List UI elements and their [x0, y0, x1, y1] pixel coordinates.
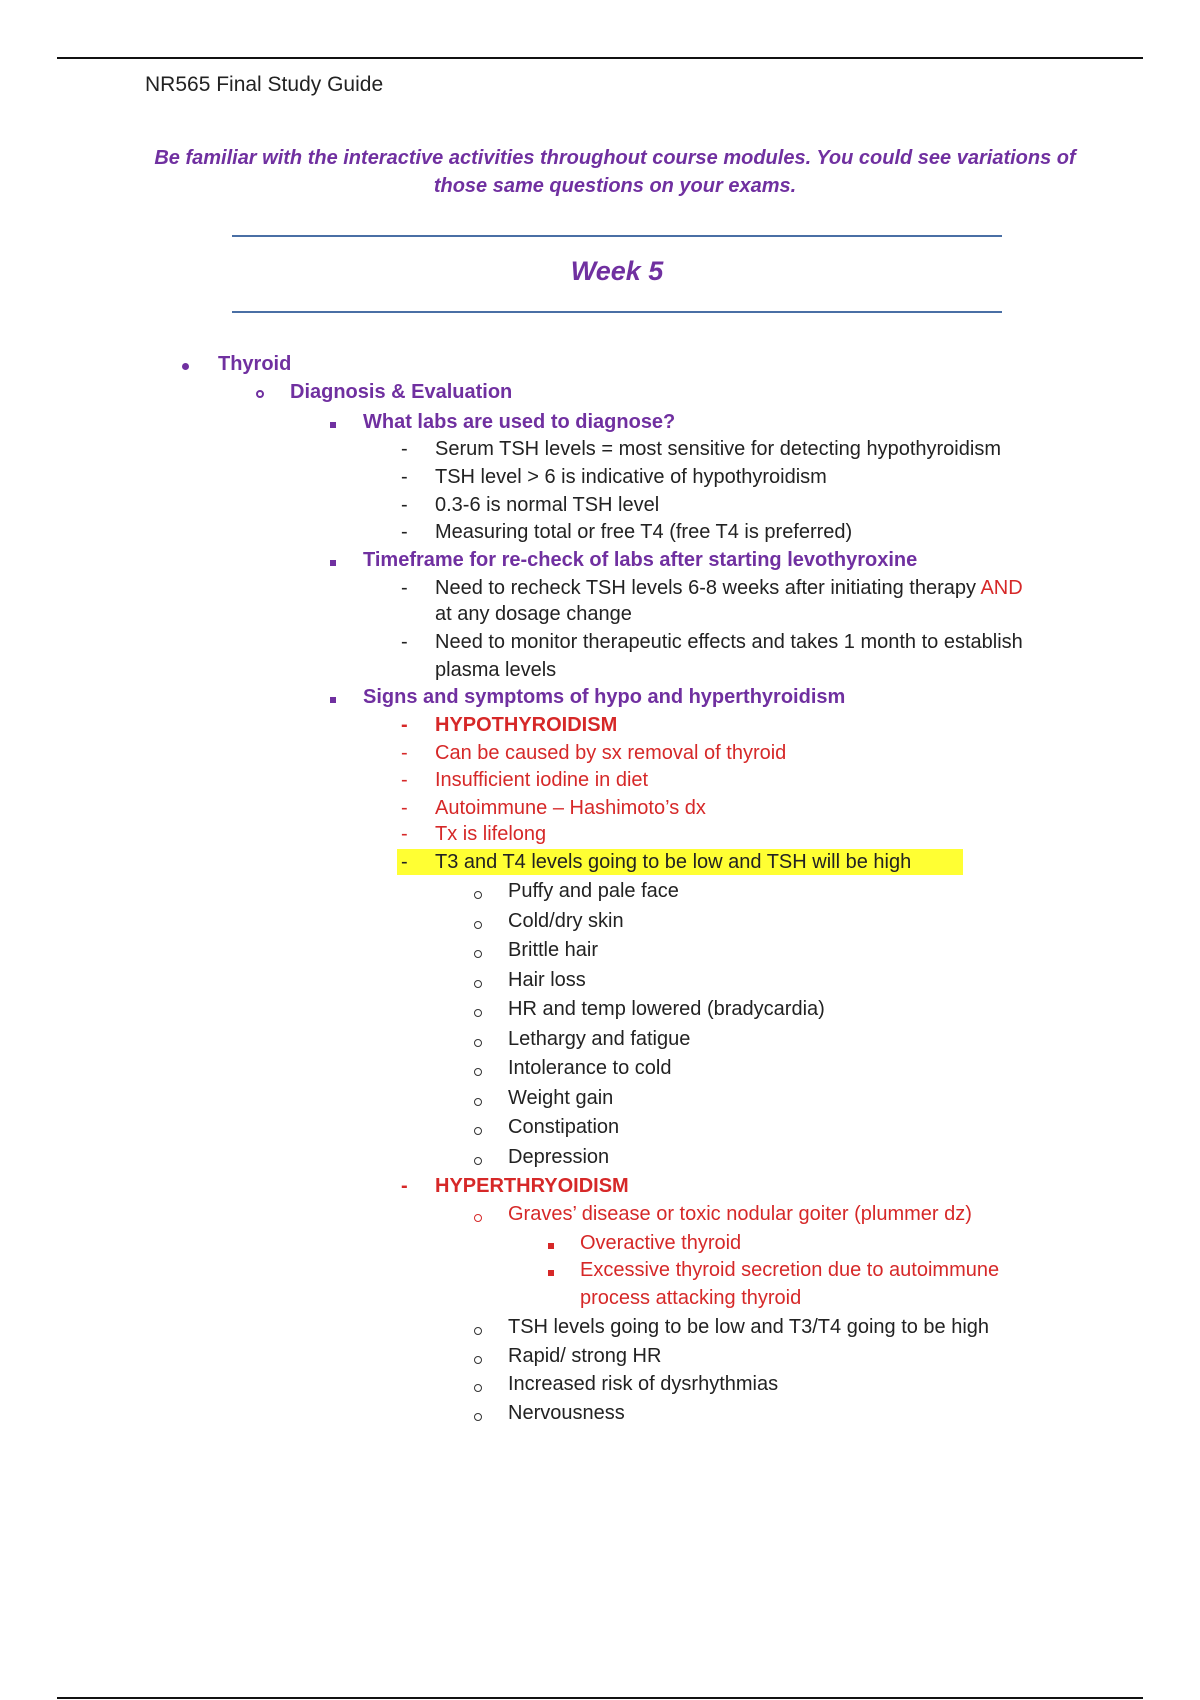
hypo-cause-text: Tx is lifelong — [435, 823, 547, 845]
circle-bullet-icon — [474, 1145, 482, 1173]
circle-bullet-icon — [474, 909, 482, 937]
dash-icon: - — [401, 438, 408, 460]
symptom-text: Depression — [508, 1145, 610, 1168]
recheck-item-text: Need to monitor therapeutic effects and takes 1 month to establish — [435, 631, 1023, 653]
document-header-title: NR565 Final Study Guide — [145, 73, 384, 96]
outline-l2-text: Diagnosis & Evaluation — [290, 381, 513, 403]
dash-icon: - — [401, 769, 408, 791]
symptom-text: Constipation — [508, 1116, 620, 1138]
dash-icon: - — [401, 631, 408, 653]
bullet-square-icon — [330, 683, 336, 711]
hypo-cause-text: Insufficient iodine in diet — [435, 769, 649, 791]
recheck-item-text: Need to recheck TSH levels 6-8 weeks after initiating therapy — [435, 577, 981, 599]
hyper-sub-text: process attacking thyroid — [580, 1287, 802, 1309]
circle-bullet-icon — [474, 1056, 482, 1084]
bullet-dot-icon — [182, 350, 189, 378]
lab-item-text: 0.3-6 is normal TSH level — [435, 494, 660, 516]
hyper-cause-text: Graves’ disease or toxic nodular goiter (plummer dz) — [508, 1203, 972, 1225]
symptom-text: TSH levels going to be low and T3/T4 going to be high — [508, 1316, 990, 1338]
circle-bullet-icon — [474, 1344, 482, 1372]
circle-bullet-icon — [474, 1115, 482, 1143]
week-divider-bottom — [232, 311, 1002, 313]
bullet-square-icon — [548, 1229, 554, 1257]
circle-bullet-icon — [474, 997, 482, 1025]
bullet-square-icon — [330, 408, 336, 436]
recheck-item-text: at any dosage change — [435, 603, 632, 625]
circle-bullet-icon — [474, 1086, 482, 1114]
hyper-title-text: HYPERTHRYOIDISM — [435, 1175, 629, 1197]
symptom-text: Rapid/ strong HR — [508, 1344, 662, 1367]
circle-bullet-icon — [474, 1027, 482, 1055]
dash-icon: - — [401, 577, 408, 599]
symptom-text: Brittle hair — [508, 939, 599, 961]
dash-icon: - — [401, 742, 408, 764]
signs-question-text: Signs and symptoms of hypo and hyperthyroidism — [363, 686, 846, 708]
lab-item-text: TSH level > 6 is indicative of hypothyroidism — [435, 466, 827, 488]
hypo-title-text: HYPOTHYROIDISM — [435, 714, 618, 736]
circle-bullet-icon — [474, 1401, 482, 1429]
symptom-text: Cold/dry skin — [508, 909, 624, 932]
circle-bullet-icon — [474, 879, 482, 907]
dash-icon: - — [401, 714, 408, 736]
top-rule — [57, 57, 1143, 59]
dash-icon: - — [401, 466, 408, 488]
dash-icon: - — [401, 521, 408, 543]
circle-bullet-icon — [474, 938, 482, 966]
bullet-square-icon — [330, 546, 336, 574]
dash-icon: - — [401, 1175, 408, 1197]
hypo-highlight-text: T3 and T4 levels going to be low and TSH will be high — [435, 851, 912, 873]
symptom-text: Intolerance to cold — [508, 1057, 672, 1079]
bullet-circle-icon — [256, 378, 264, 406]
intro-note: Be familiar with the interactive activities throughout course modules. You could see variations of those same questions on your exams. — [154, 147, 1076, 197]
circle-bullet-icon — [474, 1372, 482, 1400]
symptom-text: Weight gain — [508, 1086, 614, 1109]
dash-icon: - — [401, 823, 408, 845]
circle-bullet-icon — [474, 1315, 482, 1343]
dash-icon: - — [401, 851, 408, 873]
recheck-item-text: plasma levels — [435, 659, 557, 681]
symptom-text: HR and temp lowered (bradycardia) — [508, 998, 825, 1020]
circle-bullet-icon — [474, 1202, 482, 1230]
week-heading: Week 5 — [570, 256, 664, 286]
symptom-text: Lethargy and fatigue — [508, 1027, 691, 1050]
hyper-sub-text: Excessive thyroid secretion due to autoimmune — [580, 1259, 1000, 1281]
symptom-text: Puffy and pale face — [508, 880, 679, 902]
labs-question-text: What labs are used to diagnose? — [363, 411, 676, 433]
week-divider-top — [232, 235, 1002, 237]
symptom-text: Hair loss — [508, 968, 586, 991]
recheck-question-text: Timeframe for re-check of labs after starting levothyroxine — [363, 549, 918, 571]
bottom-rule — [57, 1697, 1143, 1699]
outline-l1-text: Thyroid — [218, 353, 292, 375]
circle-bullet-icon — [474, 968, 482, 996]
symptom-text: Nervousness — [508, 1402, 625, 1425]
lab-item-text: Serum TSH levels = most sensitive for detecting hypothyroidism — [435, 438, 1001, 460]
dash-icon: - — [401, 494, 408, 516]
symptom-text: Increased risk of dysrhythmias — [508, 1373, 779, 1396]
hypo-cause-text: Autoimmune – Hashimoto’s dx — [435, 797, 706, 819]
dash-icon: - — [401, 797, 408, 819]
hyper-sub-text: Overactive thyroid — [580, 1232, 742, 1254]
lab-item-text: Measuring total or free T4 (free T4 is preferred) — [435, 521, 853, 543]
bullet-square-icon — [548, 1256, 554, 1284]
hypo-cause-text: Can be caused by sx removal of thyroid — [435, 742, 787, 764]
recheck-and-emphasis: AND — [980, 577, 1023, 599]
